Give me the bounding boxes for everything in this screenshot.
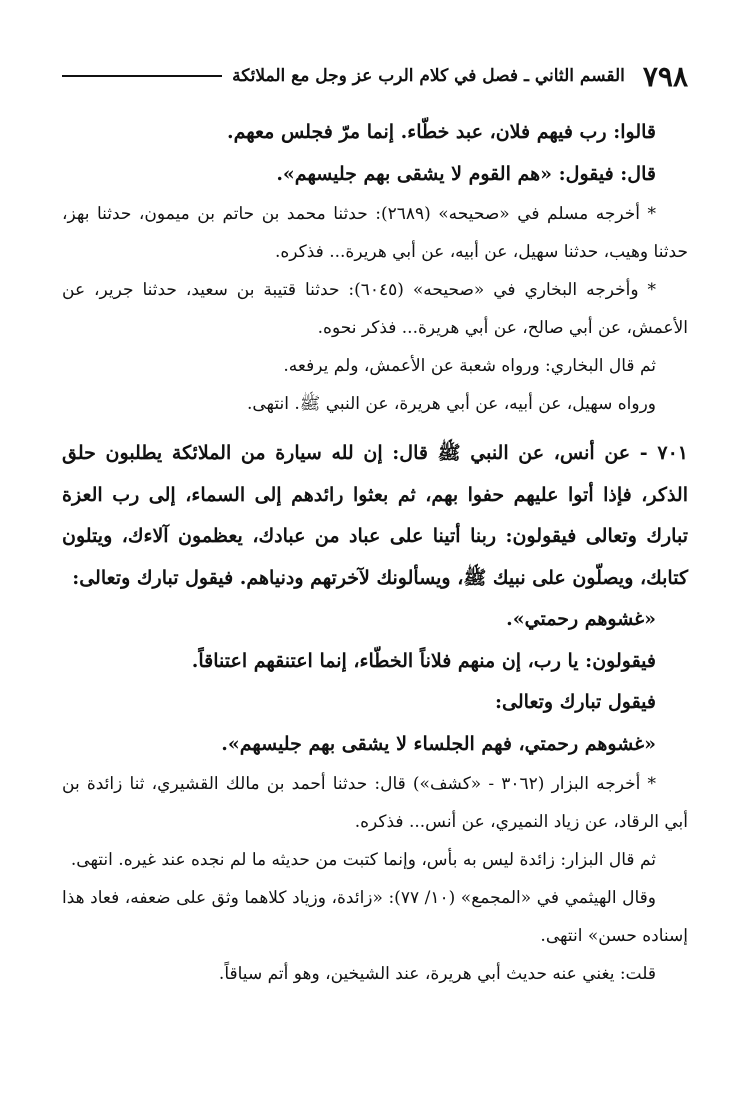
takhrij-note: * أخرجه البزار (٣٠٦٢ - «كشف») قال: حدثنا أحمد بن مالك القشيري، ثنا زائدة بن أبي الرقاد، عن زياد النميري، عن أنس... فذكره. [62, 774, 688, 832]
commentary-text: قلت: يغني عنه حديث أبي هريرة، عند الشيخين، وهو أتم سياقاً. [218, 964, 656, 984]
takhrij-note: * أخرجه مسلم في «صحيحه» (٢٦٨٩): حدثنا محمد بن حاتم بن ميمون، حدثنا بهز، حدثنا وهيب، حدثنا سهيل، عن أبيه، عن أبي هريرة... فذكره. [62, 204, 688, 262]
hadith-text: فيقول تبارك وتعالى: [495, 691, 656, 713]
page-number: ٧٩٨ [642, 59, 688, 93]
takhrij-note: * وأخرجه البخاري في «صحيحه» (٦٠٤٥): حدثنا قتيبة بن سعيد، حدثنا جرير، عن الأعمش، عن أبي صالح، عن أبي هريرة... فذكر نحوه. [62, 280, 688, 338]
page-body [62, 112, 688, 993]
hadith-text: «غشوهم رحمتي، فهم الجلساء لا يشقى بهم جليسهم». [221, 732, 656, 755]
commentary-text: وقال الهيثمي في «المجمع» (١٠/ ٧٧): «زائدة، وزياد كلاهما وثق على ضعفه، فعاد هذا إسناده حسن» انتهى. [62, 888, 688, 946]
commentary-text: ثم قال البزار: زائدة ليس به بأس، وإنما كتبت من حديثه ما لم نجده عند غيره. انتهى. [70, 850, 656, 870]
header-rule [62, 75, 222, 77]
commentary-text: ورواه سهيل، عن أبيه، عن أبي هريرة، عن النبي ﷺ. انتهى. [246, 394, 656, 414]
hadith-text: قال: فيقول: «هم القوم لا يشقى بهم جليسهم». [276, 162, 656, 185]
page-header [62, 56, 688, 96]
running-title: القسم الثاني ـ فصل في كلام الرب عز وجل مع الملائكة [232, 66, 625, 86]
hadith-text: قالوا: رب فيهم فلان، عبد خطّاء. إنما مرّ فجلس معهم. [226, 121, 656, 143]
hadith-text: «غشوهم رحمتي». [506, 608, 656, 630]
hadith-text: فيقولون: يا رب، إن منهم فلاناً الخطّاء، إنما اعتنقهم اعتناقاً. [191, 649, 656, 672]
hadith-text: ٧٠١ - عن أنس، عن النبي ﷺ قال: إن لله سيارة من الملائكة يطلبون حلق الذكر، فإذا أتوا عليهم حفوا بهم، ثم بعثوا رائدهم إلى السماء، إلى رب العزة تبارك وتعالى فيقولون: ربنا أتينا على عباد من عبادك، يعظمون آلاءك، ويتلون كتابك، ويصلّون على نبيك ﷺ، ويسألونك لآخرتهم ودنياهم. فيقول تبارك وتعالى: [62, 442, 688, 589]
commentary-text: ثم قال البخاري: ورواه شعبة عن الأعمش، ولم يرفعه. [283, 356, 656, 376]
